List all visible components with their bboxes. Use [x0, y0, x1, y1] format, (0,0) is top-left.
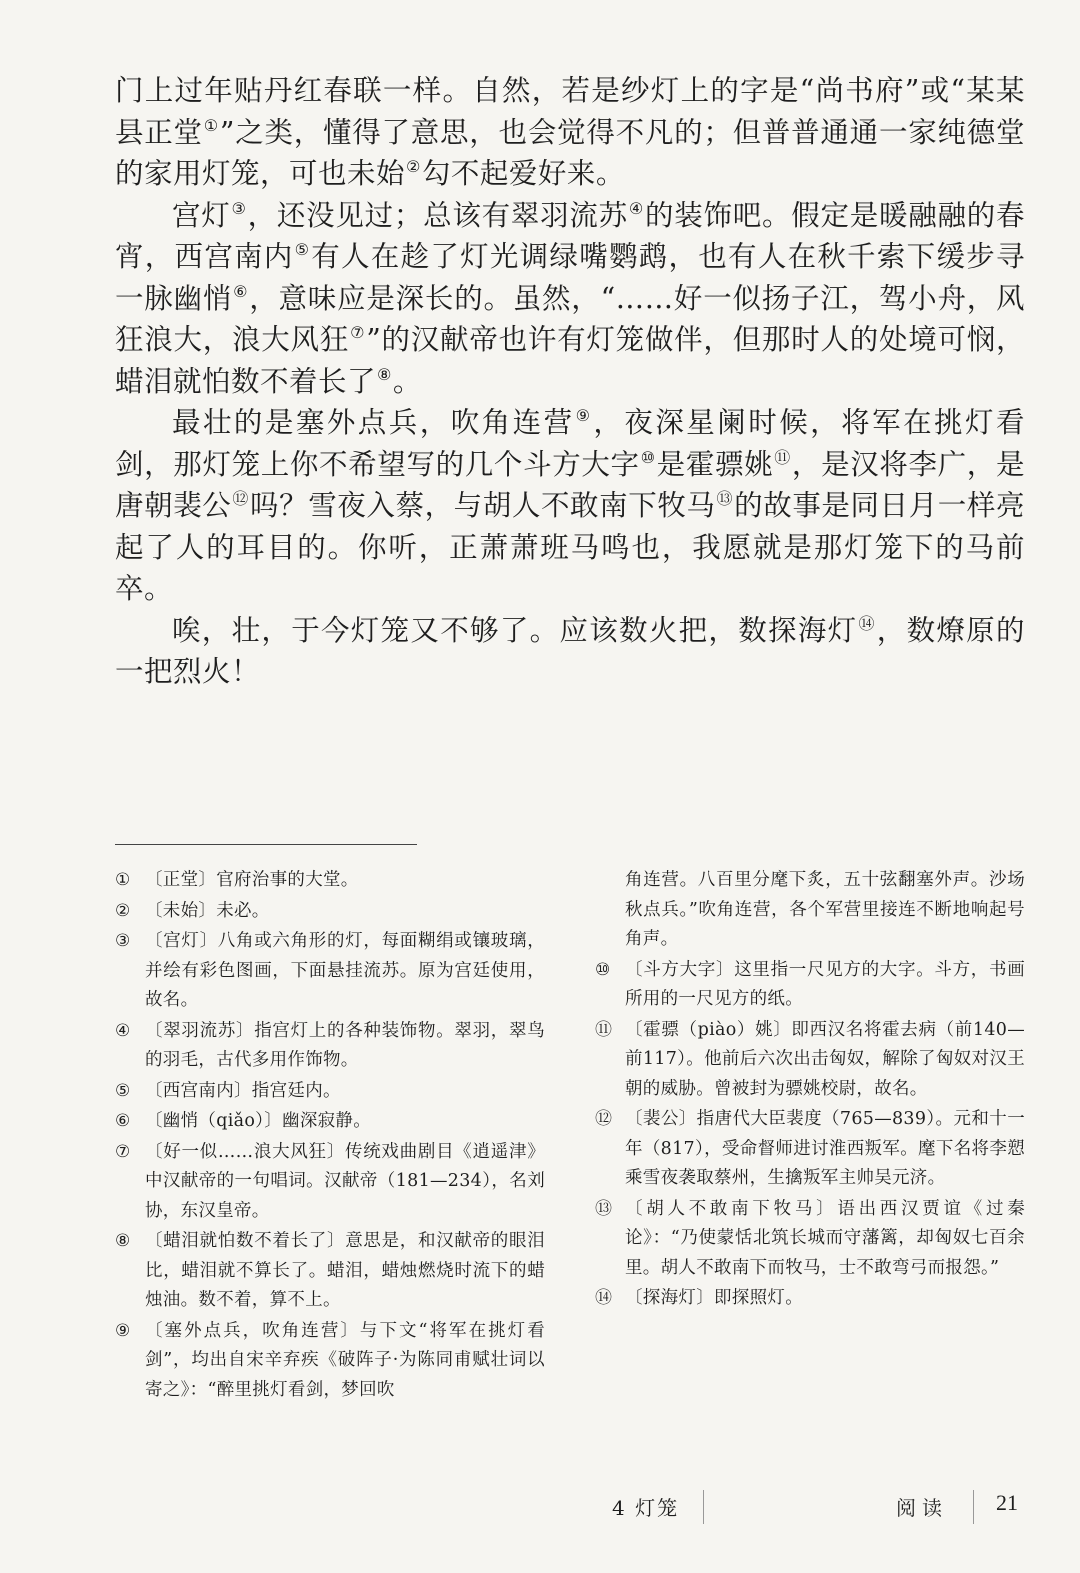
footnote-text: 角连营。八百里分麾下炙，五十弦翻塞外声。沙场秋点兵。”吹角连营，各个军营里接连不断地响起号角声。 [625, 870, 1025, 949]
text-segment: 有人在趁了灯光调绿嘴鹦鹉，也有人在秋千索下缓步寻一脉幽悄 [115, 240, 1025, 315]
footnote [595, 1016, 1025, 1105]
footnote-ref: ③ [231, 198, 247, 218]
text-segment: 的装饰吧。假定是暖融融的春宵，西宫南内 [115, 198, 1026, 273]
text-segment: ，还没见过；总该有翠羽流苏 [247, 198, 628, 232]
footnote [115, 1138, 545, 1227]
footer-separator [703, 1490, 704, 1524]
page-footer [0, 1488, 1080, 1528]
footer-separator [973, 1490, 974, 1524]
footnote-text: 〔胡人不敢南下牧马〕语出西汉贾谊《过秦论》：“乃使蒙恬北筑长城而守藩篱，却匈奴七百余里。胡人不敢南下而牧马，士不敢弯弓而报怨。” [625, 1198, 1025, 1278]
footnote-ref: ⑥ [233, 281, 249, 301]
text-segment: 吗？雪夜入蔡，与胡人不敢南下牧马 [250, 489, 716, 522]
footnote [595, 1195, 1025, 1284]
footnote-number: ⑬ [595, 1198, 613, 1219]
footnote-text: 〔正堂〕官府治事的大堂。 [145, 870, 359, 890]
footnote-text: 〔斗方大字〕这里指一尺见方的大字。斗方，书画所用的一尺见方的纸。 [625, 959, 1025, 1009]
footnote-text: 〔探海灯〕即探照灯。 [625, 1288, 803, 1308]
footnote-number: ⑨ [115, 1320, 131, 1341]
footnote [115, 927, 545, 1016]
paragraph [115, 610, 1025, 693]
text-segment: ，夜深星阑时候，将军在挑灯看剑，那灯笼上你不希望写的几个斗方大字 [115, 406, 1025, 481]
text-segment: ，是汉将李广，是唐朝裴公 [115, 447, 1025, 522]
footnote [595, 866, 1025, 955]
main-text [115, 70, 1025, 693]
text-segment: 的故事是同日月一样亮起了人的耳目的。你听，正萧萧班马鸣也，我愿就是那灯笼下的马前卒。 [115, 489, 1025, 605]
footnote-ref: ② [406, 157, 421, 176]
section-label: 阅读 [896, 1496, 948, 1520]
footnotes-left-column [115, 866, 545, 1406]
footnote [115, 1317, 545, 1406]
footnote-number: ⑥ [115, 1111, 131, 1131]
footnote-ref: ④ [628, 198, 644, 218]
footnote-divider [115, 844, 417, 845]
footnotes-right-column [595, 866, 1025, 1315]
footnote [115, 1017, 545, 1076]
footnote-text: 〔塞外点兵，吹角连营〕与下文“将军在挑灯看剑”，均出自宋辛弃疾《破阵子·为陈同甫赋壮词以寄之》：“醉里挑灯看剑，梦回吹 [145, 1320, 545, 1400]
text-segment: 。 [392, 364, 422, 398]
paragraph [115, 195, 1025, 403]
footnote-ref: ⑩ [640, 447, 656, 467]
text-segment: 勾不起爱好来。 [421, 157, 625, 190]
paragraph [115, 402, 1025, 610]
footnote [115, 866, 545, 896]
text-segment: ，数燎原的一把烈火！ [115, 613, 1025, 688]
footnote-number: ③ [115, 931, 131, 951]
footnote-number: ② [115, 900, 131, 921]
footnote-ref: ⑦ [350, 323, 366, 342]
footnote [595, 956, 1025, 1015]
paragraph [115, 70, 1025, 195]
footnote-ref: ⑭ [858, 613, 876, 633]
text-segment: 宫灯 [172, 198, 231, 232]
footnote-text: 〔好一似……浪大风狂〕传统戏曲剧目《逍遥津》中汉献帝的一句唱词。汉献帝（181—234），名刘协，东汉皇帝。 [145, 1141, 545, 1221]
footnote-number: ⑭ [595, 1288, 613, 1308]
footnote-number: ① [115, 870, 131, 890]
footnote-text: 〔裴公〕指唐代大臣裴度（765—839）。元和十一年（817），受命督师进讨淮西叛军。麾下名将李愬乘雪夜袭取蔡州，生擒叛军主帅吴元济。 [625, 1109, 1025, 1188]
footnote-number: ⑤ [115, 1080, 131, 1101]
footnote-text: 〔翠羽流苏〕指宫灯上的各种装饰物。翠羽，翠鸟的羽毛，古代多用作饰物。 [145, 1020, 545, 1070]
footnote [115, 1107, 545, 1137]
footnote [595, 1284, 1025, 1314]
footnote-number: ⑦ [115, 1141, 131, 1162]
footnote [595, 1105, 1025, 1194]
footnote-ref: ⑪ [774, 447, 791, 467]
text-segment: ”之类，懂得了意思，也会觉得不凡的；但普普通通一家纯德堂的家用灯笼，可也未始 [115, 115, 1025, 190]
footnote-number: ④ [115, 1020, 131, 1041]
footnote-text: 〔霍骠（piào）姚〕即西汉名将霍去病（前140—前117）。他前后六次出击匈奴，解除了匈奴对汉王朝的威胁。曾被封为骠姚校尉，故名。 [625, 1019, 1025, 1099]
footnote-number: ⑩ [595, 959, 611, 980]
footnote-number: ⑧ [115, 1231, 131, 1251]
footnote-text: 〔幽悄（qiǎo）〕幽深寂静。 [145, 1111, 372, 1131]
footnote-text: 〔西宫南内〕指宫廷内。 [145, 1080, 341, 1101]
lesson-title: 4 灯笼 [612, 1496, 680, 1520]
footnote-number: ⑫ [595, 1109, 613, 1129]
footnote-ref: ⑬ [716, 489, 734, 508]
footnote-number: ⑪ [595, 1019, 613, 1040]
text-segment: ”的汉献帝也许有灯笼做伴，但那时人的处境可悯，蜡泪就怕数不着长了 [115, 323, 1025, 398]
text-segment: 是霍骠姚 [656, 447, 774, 481]
text-segment: ，意味应是深长的。虽然，“……好一似扬子江，驾小舟，风狂浪大，浪大风狂 [115, 281, 1025, 356]
footnote-text: 〔蜡泪就怕数不着长了〕意思是，和汉献帝的眼泪比，蜡泪就不算长了。蜡泪，蜡烛燃烧时流下的蜡烛油。数不着，算不上。 [145, 1231, 545, 1310]
footnote [115, 1227, 545, 1316]
footnote-ref: ① [203, 115, 219, 135]
footnote-ref: ⑤ [294, 240, 311, 259]
footnote [115, 897, 545, 927]
footnote-text: 〔宫灯〕八角或六角形的灯，每面糊绢或镶玻璃，并绘有彩色图画，下面悬挂流苏。原为宫廷使用，故名。 [145, 931, 545, 1010]
footnote-ref: ⑧ [377, 364, 392, 384]
footnote-text: 〔未始〕未必。 [145, 900, 270, 921]
footnote-ref: ⑨ [575, 406, 593, 425]
footnote [115, 1077, 545, 1107]
text-segment: 最壮的是塞外点兵，吹角连营 [172, 406, 575, 439]
text-segment: 唉，壮，于今灯笼又不够了。应该数火把，数探海灯 [172, 613, 858, 647]
text-segment: 门上过年贴丹红春联一样。自然，若是纱灯上的字是“尚书府”或“某某县正堂 [115, 74, 1025, 149]
footnote-ref: ⑫ [232, 489, 249, 508]
page-number: 21 [996, 1490, 1018, 1515]
